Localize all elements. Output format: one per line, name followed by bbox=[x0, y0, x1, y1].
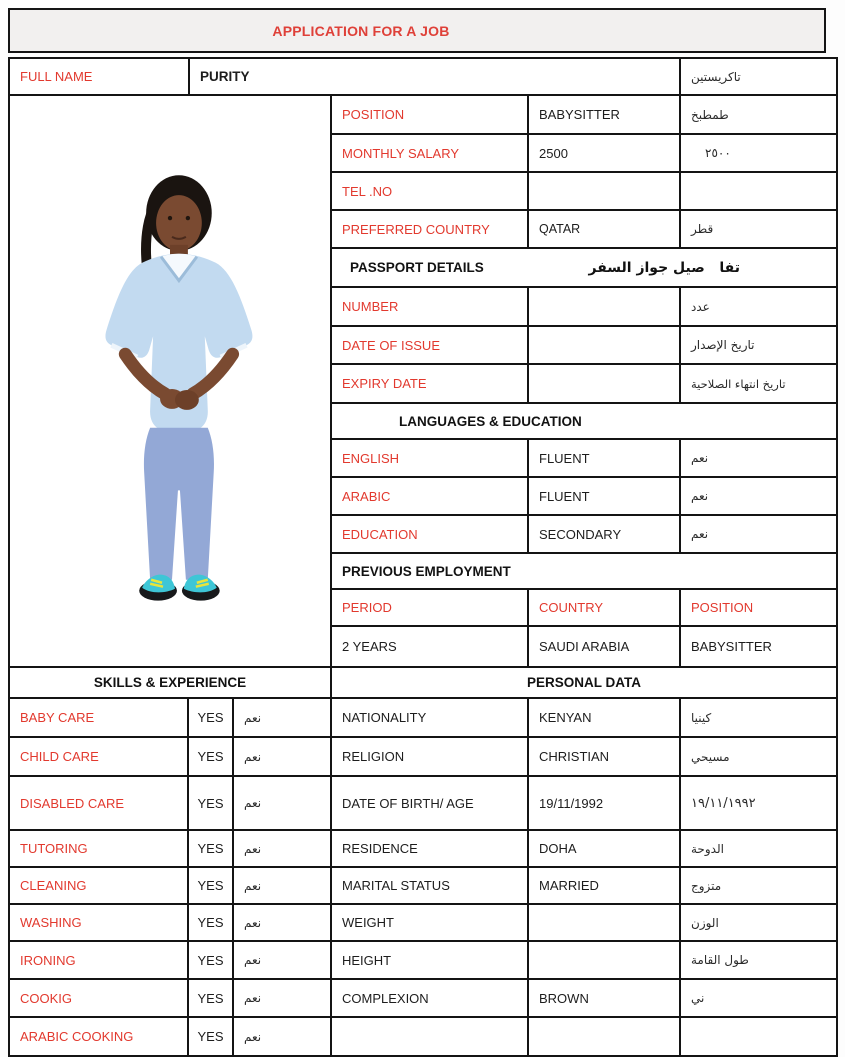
languages-section-header-row bbox=[332, 404, 836, 440]
personal-field-label: NATIONALITY bbox=[332, 699, 529, 736]
skill-label: CHILD CARE bbox=[10, 738, 189, 775]
details-column bbox=[332, 96, 836, 666]
field-value bbox=[529, 327, 681, 363]
personal-field-value: MARRIED bbox=[529, 868, 681, 903]
expiry-date-row bbox=[332, 365, 836, 404]
applicant-photo bbox=[10, 110, 330, 652]
personal-field-arabic: مسيحي bbox=[691, 749, 730, 764]
form-title: APPLICATION FOR A JOB bbox=[272, 22, 450, 39]
previous-employment-header: PREVIOUS EMPLOYMENT bbox=[342, 563, 511, 579]
field-label: TEL .NO bbox=[332, 173, 529, 209]
skill-answer: YES bbox=[189, 1018, 234, 1055]
skill-answer-arabic: نعم bbox=[234, 1018, 332, 1055]
child-care-row bbox=[10, 738, 836, 777]
field-value: SECONDARY bbox=[529, 516, 681, 552]
education-row bbox=[332, 516, 836, 554]
field-arabic: تاريخ انتهاء الصلاحية bbox=[691, 376, 786, 391]
tel-no-row bbox=[332, 173, 836, 211]
position-row bbox=[332, 96, 836, 135]
field-arabic: عدد bbox=[691, 299, 710, 314]
field-value: QATAR bbox=[529, 211, 681, 247]
field-value: FLUENT bbox=[529, 440, 681, 476]
skill-answer-arabic: نعم bbox=[234, 868, 332, 903]
field-arabic: نعم bbox=[691, 451, 709, 465]
employment-column-position: POSITION bbox=[691, 600, 754, 615]
field-value bbox=[529, 288, 681, 325]
skill-answer: YES bbox=[189, 980, 234, 1016]
field-label: EDUCATION bbox=[332, 516, 529, 552]
employment-position-value: BABYSITTER bbox=[691, 639, 772, 654]
passport-number-row bbox=[332, 288, 836, 327]
previous-employment-header-row bbox=[332, 554, 836, 590]
field-value: 2500 bbox=[529, 135, 681, 171]
field-label: MONTHLY SALARY bbox=[332, 135, 529, 171]
skill-answer: YES bbox=[189, 699, 234, 736]
personal-field-value: CHRISTIAN bbox=[529, 738, 681, 775]
personal-field-arabic: الدوحة bbox=[691, 841, 724, 856]
personal-field-label: WEIGHT bbox=[332, 905, 529, 940]
field-arabic: نعم bbox=[691, 527, 709, 541]
tutoring-row bbox=[10, 831, 836, 868]
field-arabic: نعم bbox=[691, 489, 709, 503]
arabic-row bbox=[332, 478, 836, 516]
full-name-row bbox=[10, 59, 836, 96]
employment-period-value: 2 YEARS bbox=[332, 627, 529, 666]
full-name-value: PURITY bbox=[190, 59, 681, 94]
field-label: EXPIRY DATE bbox=[332, 365, 529, 402]
personal-field-label: DATE OF BIRTH/ AGE bbox=[332, 777, 529, 829]
monthly-salary-row bbox=[332, 135, 836, 173]
field-arabic bbox=[681, 173, 836, 209]
personal-field-label: COMPLEXION bbox=[332, 980, 529, 1016]
field-label: ENGLISH bbox=[332, 440, 529, 476]
skill-label: DISABLED CARE bbox=[10, 777, 189, 829]
personal-field-arabic: ١٩/١١/١٩٩٢ bbox=[691, 795, 756, 811]
skills-section-header: SKILLS & EXPERIENCE bbox=[10, 668, 332, 697]
cookig-row bbox=[10, 980, 836, 1018]
skills-personal-header-row bbox=[10, 668, 836, 699]
personal-field-label: RESIDENCE bbox=[332, 831, 529, 866]
personal-field-value: DOHA bbox=[529, 831, 681, 866]
personal-field-arabic: متزوج bbox=[691, 878, 722, 893]
field-label: ARABIC bbox=[332, 478, 529, 514]
personal-field-label: MARITAL STATUS bbox=[332, 868, 529, 903]
skill-answer-arabic: نعم bbox=[234, 699, 332, 736]
field-value: BABYSITTER bbox=[529, 96, 681, 133]
skill-answer: YES bbox=[189, 868, 234, 903]
skill-answer-arabic: نعم bbox=[234, 831, 332, 866]
skill-answer-arabic: نعم bbox=[234, 738, 332, 775]
skill-label: IRONING bbox=[10, 942, 189, 978]
personal-field-value bbox=[529, 905, 681, 940]
skill-label: TUTORING bbox=[10, 831, 189, 866]
skill-answer: YES bbox=[189, 738, 234, 775]
field-value: FLUENT bbox=[529, 478, 681, 514]
personal-field-arabic: طول القامة bbox=[691, 953, 749, 967]
cleaning-row bbox=[10, 868, 836, 905]
skill-answer: YES bbox=[189, 831, 234, 866]
skill-answer-arabic: نعم bbox=[234, 905, 332, 940]
application-form-page bbox=[8, 8, 838, 1057]
personal-field-arabic: ني bbox=[691, 991, 705, 1005]
english-row bbox=[332, 440, 836, 478]
languages-section-header: LANGUAGES & EDUCATION bbox=[399, 413, 582, 429]
personal-field-value bbox=[529, 942, 681, 978]
field-arabic: قطر bbox=[691, 222, 714, 236]
personal-field-label: RELIGION bbox=[332, 738, 529, 775]
application-form-table bbox=[8, 57, 838, 1057]
skill-answer: YES bbox=[189, 905, 234, 940]
personal-field-arabic: كينيا bbox=[691, 710, 712, 725]
passport-section-header-arabic: تفا صيل جواز السفر bbox=[588, 259, 740, 276]
skill-label: CLEANING bbox=[10, 868, 189, 903]
washing-row bbox=[10, 905, 836, 942]
form-title-bar bbox=[8, 8, 826, 53]
skill-answer-arabic: نعم bbox=[234, 777, 332, 829]
skill-answer: YES bbox=[189, 777, 234, 829]
baby-care-row bbox=[10, 699, 836, 738]
date-of-issue-row bbox=[332, 327, 836, 365]
preferred-country-row bbox=[332, 211, 836, 249]
personal-field-value: KENYAN bbox=[529, 699, 681, 736]
skill-answer-arabic: نعم bbox=[234, 980, 332, 1016]
field-label: DATE OF ISSUE bbox=[332, 327, 529, 363]
personal-field-value: BROWN bbox=[529, 980, 681, 1016]
skill-answer: YES bbox=[189, 942, 234, 978]
skill-label: WASHING bbox=[10, 905, 189, 940]
disabled-care-row bbox=[10, 777, 836, 831]
personal-field-value: 19/11/1992 bbox=[529, 777, 681, 829]
passport-section-header: PASSPORT DETAILS bbox=[350, 260, 484, 275]
field-arabic: ٢٥٠٠ bbox=[705, 146, 731, 160]
field-value bbox=[529, 365, 681, 402]
skill-label: BABY CARE bbox=[10, 699, 189, 736]
field-label: NUMBER bbox=[332, 288, 529, 325]
ironing-row bbox=[10, 942, 836, 980]
skill-label: COOKIG bbox=[10, 980, 189, 1016]
field-label: POSITION bbox=[332, 96, 529, 133]
full-name-arabic: تاكريستين bbox=[691, 69, 741, 84]
personal-data-header: PERSONAL DATA bbox=[526, 675, 641, 690]
field-label: PREFERRED COUNTRY bbox=[332, 211, 529, 247]
personal-field-arabic: الوزن bbox=[691, 915, 719, 930]
skill-label: ARABIC COOKING bbox=[10, 1018, 189, 1055]
employment-values-row bbox=[332, 627, 836, 666]
personal-field-label: HEIGHT bbox=[332, 942, 529, 978]
form-body bbox=[10, 96, 836, 668]
employment-column-country: COUNTRY bbox=[529, 590, 681, 625]
field-arabic: طمطبخ bbox=[691, 107, 729, 122]
employment-column-period: PERIOD bbox=[332, 590, 529, 625]
applicant-photo-cell bbox=[10, 96, 332, 666]
skill-answer-arabic: نعم bbox=[234, 942, 332, 978]
full-name-label: FULL NAME bbox=[10, 59, 190, 94]
employment-columns-row bbox=[332, 590, 836, 627]
field-value bbox=[529, 173, 681, 209]
passport-section-header-row bbox=[332, 249, 836, 288]
field-arabic: تاريخ الإصدار bbox=[691, 338, 755, 352]
employment-country-value: SAUDI ARABIA bbox=[529, 627, 681, 666]
